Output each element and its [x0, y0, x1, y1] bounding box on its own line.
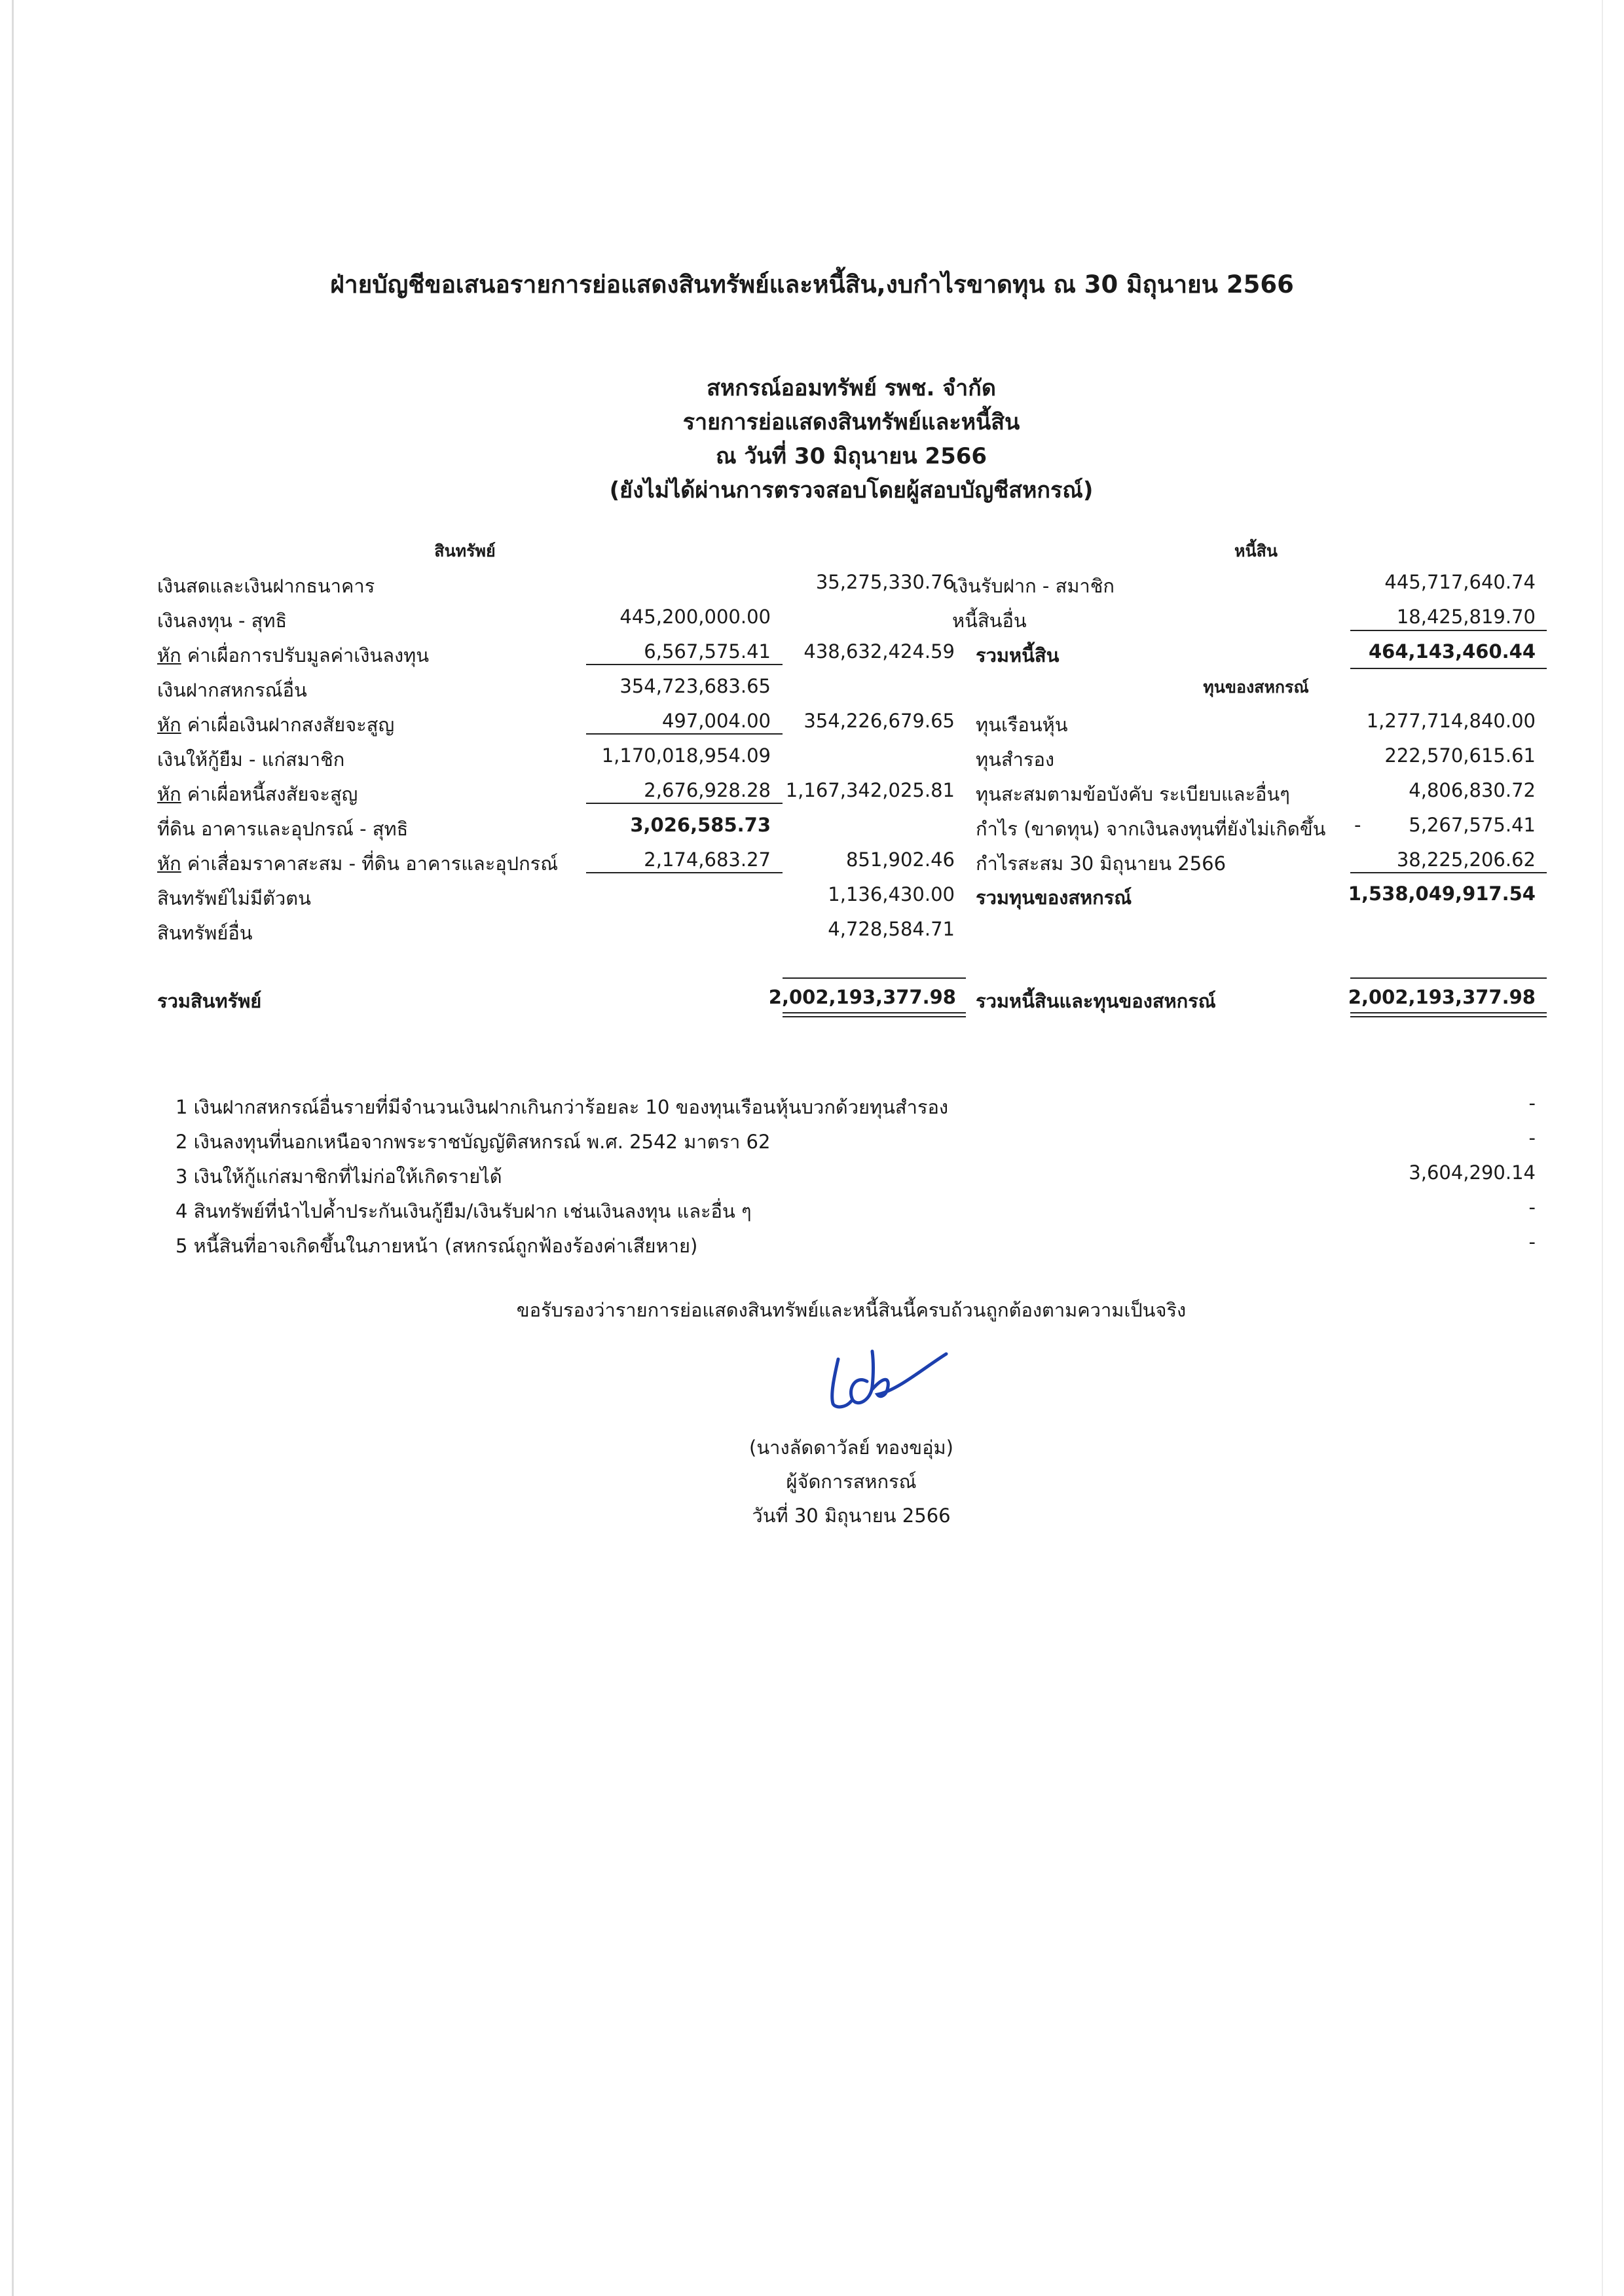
asset-row-label — [157, 606, 287, 636]
asset-row-value: 1,167,342,025.81 — [785, 779, 955, 801]
asset-row-subvalue: 354,723,683.65 — [619, 675, 771, 697]
asset-row-subvalue: 2,174,683.27 — [644, 848, 771, 871]
asset-row-value: 1,136,430.00 — [828, 883, 955, 905]
rule — [1350, 630, 1547, 631]
asset-label-text: เงินฝากสหกรณ์อื่น — [157, 679, 307, 701]
signature-image — [812, 1336, 956, 1421]
report-date: ณ วันที่ 30 มิถุนายน 2566 — [715, 443, 987, 469]
rule — [1350, 1016, 1547, 1017]
note-item: 5 หนี้สินที่อาจเกิดขึ้นในภายหน้า (สหกรณ์ถูกฟ้องร้องค่าเสียหาย) — [175, 1235, 698, 1257]
equity-row-value: 222,570,615.61 — [1384, 744, 1536, 767]
note-item: 1 เงินฝากสหกรณ์อื่นรายที่มีจำนวนเงินฝากเกินกว่าร้อยละ 10 ของทุนเรือนหุ้นบวกด้วยทุนสำรอง — [175, 1096, 949, 1118]
equity-row-label: ทุนสะสมตามข้อบังคับ ระเบียบและอื่นๆ — [976, 783, 1290, 805]
asset-label-text: ที่ดิน อาคารและอุปกรณ์ - สุทธิ — [157, 818, 409, 840]
rule — [783, 977, 966, 979]
asset-row-label — [157, 640, 429, 670]
note-item: 3 เงินให้กู้แก่สมาชิกที่ไม่ก่อให้เกิดรายได้ — [175, 1165, 502, 1188]
note-value: - — [1528, 1196, 1536, 1218]
deduct-prefix: หัก — [157, 783, 181, 805]
signatory-date: วันที่ 30 มิถุนายน 2566 — [752, 1504, 951, 1527]
liabilities-heading: หนี้สิน — [1234, 541, 1278, 560]
total-equity-label: รวมทุนของสหกรณ์ — [976, 886, 1132, 909]
rule — [586, 803, 783, 804]
asset-row-label — [157, 779, 358, 809]
equity-row-label: ทุนสำรอง — [976, 748, 1055, 771]
asset-label-text: เงินลงทุน - สุทธิ — [157, 610, 287, 632]
asset-row-label — [157, 883, 311, 913]
liability-row-label: เงินรับฝาก - สมาชิก — [952, 575, 1115, 597]
asset-row-label — [157, 814, 408, 844]
scan-right-edge — [1602, 0, 1603, 2296]
equity-row-value: 4,806,830.72 — [1409, 779, 1536, 801]
asset-label-text: เงินให้กู้ยืม - แก่สมาชิก — [157, 748, 345, 771]
asset-row-value: 354,226,679.65 — [803, 710, 955, 732]
equity-heading: ทุนของสหกรณ์ — [1203, 678, 1309, 697]
total-liabilities-value: 464,143,460.44 — [1368, 640, 1536, 663]
rule — [1350, 1012, 1547, 1013]
asset-row-label — [157, 744, 344, 774]
note-value: - — [1528, 1231, 1536, 1253]
scan-left-edge — [12, 0, 14, 2296]
asset-label-text: เงินสดและเงินฝากธนาคาร — [157, 575, 375, 597]
equity-row-label: กำไรสะสม 30 มิถุนายน 2566 — [976, 852, 1227, 875]
report-subtitle: รายการย่อแสดงสินทรัพย์และหนี้สิน — [682, 409, 1020, 435]
total-equity-value: 1,538,049,917.54 — [1348, 883, 1536, 905]
asset-row-subvalue: 3,026,585.73 — [630, 814, 771, 836]
asset-label-text: ค่าเผื่อการปรับมูลค่าเงินลงทุน — [181, 644, 430, 666]
signatory-position: ผู้จัดการสหกรณ์ — [786, 1470, 917, 1493]
asset-row-value: 4,728,584.71 — [828, 918, 955, 940]
rule — [586, 664, 783, 665]
rule — [586, 872, 783, 873]
note-value: - — [1528, 1127, 1536, 1149]
liability-row-label: หนี้สินอื่น — [952, 610, 1027, 632]
asset-label-text: ค่าเผื่อเงินฝากสงสัยจะสูญ — [181, 714, 395, 736]
deduct-prefix: หัก — [157, 852, 181, 875]
page-title: ฝ่ายบัญชีขอเสนอรายการย่อแสดงสินทรัพย์และหนี้สิน,งบกำไรขาดทุน ณ 30 มิถุนายน 2566 — [330, 270, 1294, 299]
equity-row-value: 38,225,206.62 — [1396, 848, 1536, 871]
asset-label-text: สินทรัพย์อื่น — [157, 922, 253, 944]
negative-sign: - — [1354, 814, 1361, 836]
note-item: 4 สินทรัพย์ที่นำไปค้ำประกันเงินกู้ยืม/เงินรับฝาก เช่นเงินลงทุน และอื่น ๆ — [175, 1200, 752, 1222]
rule — [586, 733, 783, 735]
equity-row-label: ทุนเรือนหุ้น — [976, 714, 1068, 736]
grand-total-label: รวมหนี้สินและทุนของสหกรณ์ — [976, 990, 1216, 1012]
grand-total-value: 2,002,193,377.98 — [1348, 986, 1536, 1008]
asset-row-label — [157, 710, 394, 740]
asset-row-label — [157, 675, 307, 705]
total-liabilities-label: รวมหนี้สิน — [976, 644, 1060, 666]
asset-row-subvalue: 2,676,928.28 — [644, 779, 771, 801]
rule — [1350, 872, 1547, 873]
asset-row-value: 851,902.46 — [845, 848, 955, 871]
asset-row-value: 438,632,424.59 — [803, 640, 955, 663]
total-assets-value: 2,002,193,377.98 — [768, 986, 956, 1008]
certification-text: ขอรับรองว่ารายการย่อแสดงสินทรัพย์และหนี้สินนี้ครบถ้วนถูกต้องตามความเป็นจริง — [516, 1299, 1187, 1321]
assets-heading: สินทรัพย์ — [434, 541, 496, 560]
equity-row-value: 1,277,714,840.00 — [1366, 710, 1536, 732]
rule — [783, 1012, 966, 1013]
rule — [1350, 977, 1547, 979]
deduct-prefix: หัก — [157, 714, 181, 736]
note-item: 2 เงินลงทุนที่นอกเหนือจากพระราชบัญญัติสหกรณ์ พ.ศ. 2542 มาตรา 62 — [175, 1131, 771, 1153]
signatory-name: (นางลัดดาวัลย์ ทองขอุ่ม) — [749, 1436, 953, 1459]
note-value: 3,604,290.14 — [1409, 1161, 1536, 1184]
equity-row-label: กำไร (ขาดทุน) จากเงินลงทุนที่ยังไม่เกิดขึ้น — [976, 818, 1326, 840]
asset-row-label — [157, 571, 375, 601]
asset-label-text: สินทรัพย์ไม่มีตัวตน — [157, 887, 311, 909]
liability-row-value: 445,717,640.74 — [1384, 571, 1536, 593]
rule — [1350, 668, 1547, 669]
deduct-prefix: หัก — [157, 644, 181, 666]
audit-note: (ยังไม่ได้ผ่านการตรวจสอบโดยผู้สอบบัญชีสหกรณ์) — [609, 477, 1094, 503]
asset-row-subvalue: 497,004.00 — [661, 710, 771, 732]
equity-row-value: 5,267,575.41 — [1409, 814, 1536, 836]
rule — [783, 1016, 966, 1017]
total-assets-label: รวมสินทรัพย์ — [157, 990, 262, 1012]
asset-row-subvalue: 445,200,000.00 — [619, 606, 771, 628]
asset-row-label — [157, 848, 558, 879]
org-name: สหกรณ์ออมทรัพย์ รพช. จำกัด — [707, 375, 996, 401]
liability-row-value: 18,425,819.70 — [1396, 606, 1536, 628]
asset-label-text: ค่าเผื่อหนี้สงสัยจะสูญ — [181, 783, 358, 805]
asset-row-subvalue: 1,170,018,954.09 — [601, 744, 771, 767]
asset-row-value: 35,275,330.76 — [815, 571, 955, 593]
note-value: - — [1528, 1092, 1536, 1114]
asset-label-text: ค่าเสื่อมราคาสะสม - ที่ดิน อาคารและอุปกรณ์ — [181, 852, 559, 875]
asset-row-label — [157, 918, 253, 948]
asset-row-subvalue: 6,567,575.41 — [644, 640, 771, 663]
